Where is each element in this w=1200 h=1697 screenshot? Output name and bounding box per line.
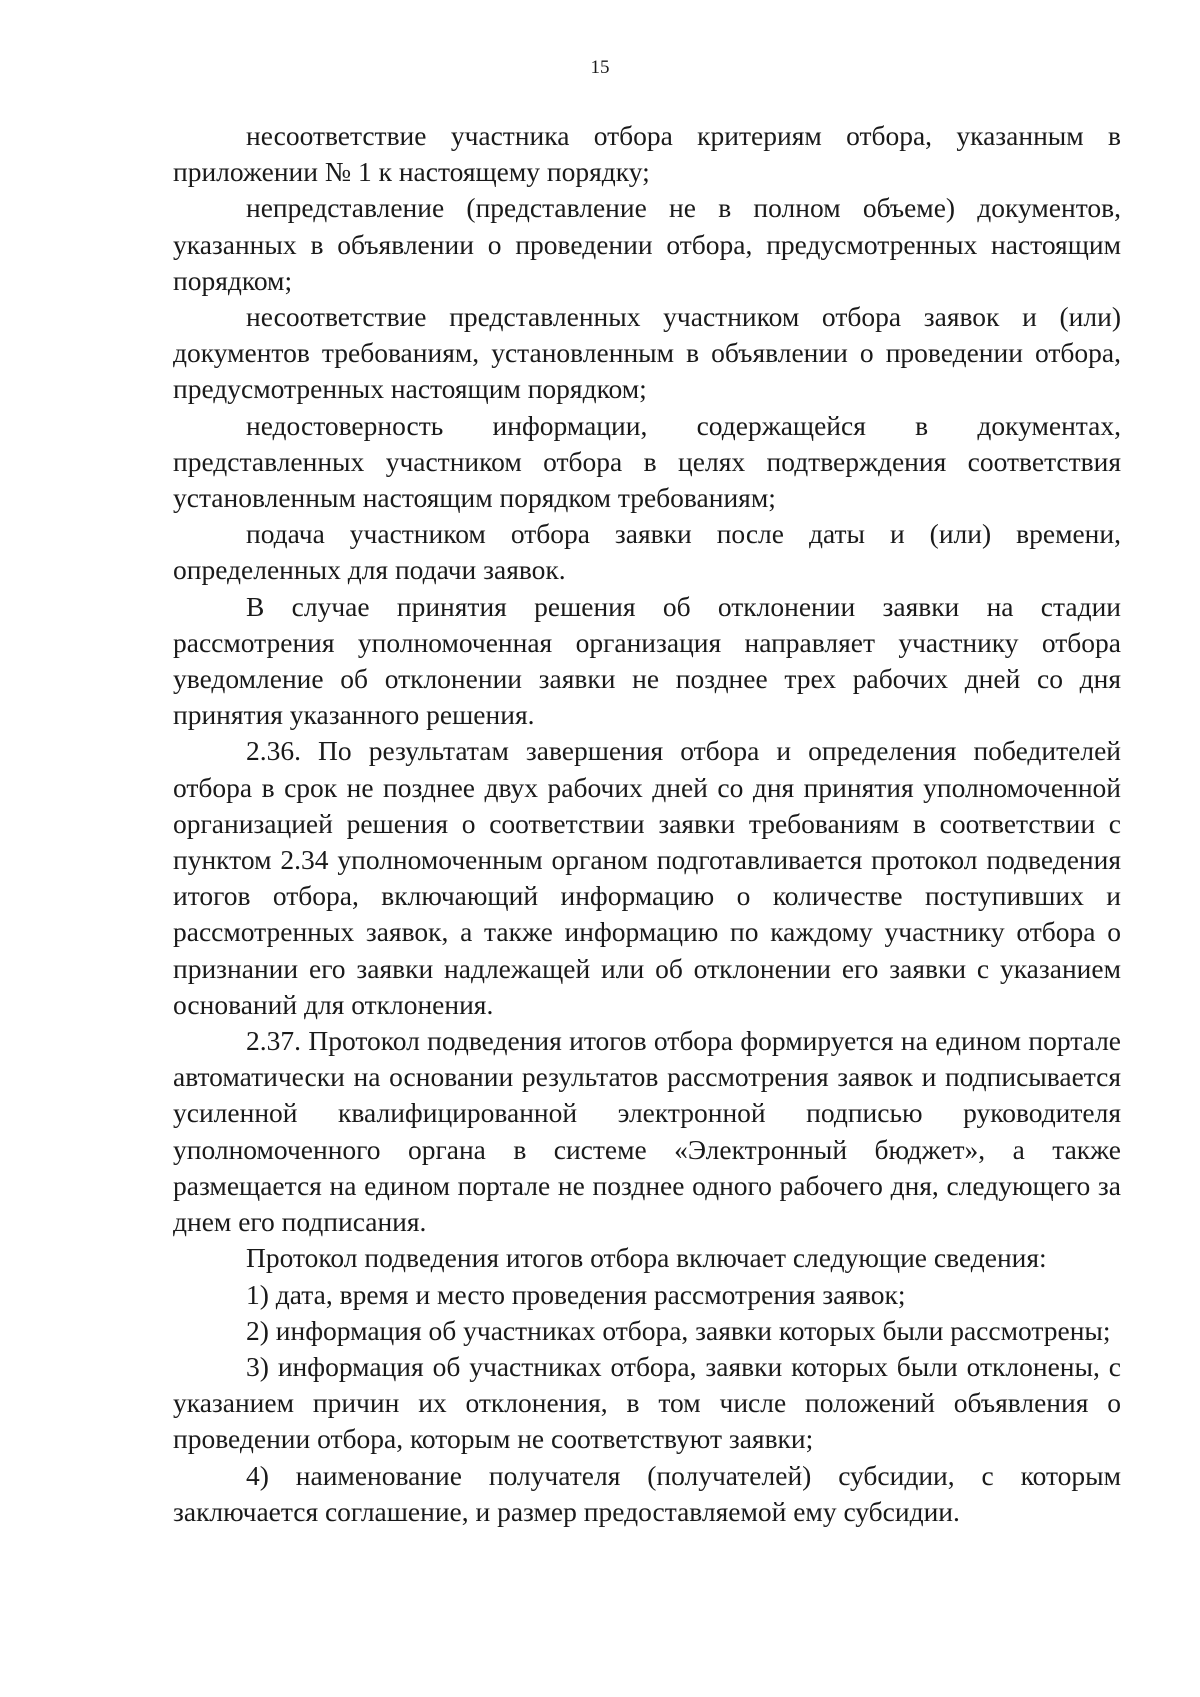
paragraph-unreliable-information: недостоверность информации, содержащейся в документах, представленных участником отбора в целях подтверждения соответствия установленным настоящим порядком требованиям; bbox=[173, 409, 1121, 514]
paragraph-clause-2-37: 2.37. Протокол подведения итогов отбора формируется на едином портале автоматически на основании результатов рассмотрения заявок и подписывается усиленной квалифицированной электронной подписью руководителя уполномоченного органа в системе «Электронный бюджет», а также размещается на едином портале не позднее одного рабочего дня, следующего за днем его подписания. bbox=[173, 1025, 1121, 1238]
paragraph-rejection-notice: В случае принятия решения об отклонении заявки на стадии рассмотрения уполномоченная организация направляет участнику отбора уведомление об отклонении заявки не позднее трех рабочих дней со дня принятия указанного решения. bbox=[173, 590, 1121, 731]
list-item-1: 1) дата, время и место проведения рассмотрения заявок; bbox=[246, 1278, 906, 1310]
paragraph-late-submission: подача участником отбора заявки после даты и (или) времени, определенных для подачи заявок. bbox=[173, 518, 1121, 586]
paragraph-criteria-mismatch: несоответствие участника отбора критериям отбора, указанным в приложении № 1 к настоящему порядку; bbox=[173, 120, 1121, 188]
list-item-4: 4) наименование получателя (получателей) субсидии, с которым заключается соглашение, и размер предоставляемой ему субсидии. bbox=[173, 1459, 1121, 1527]
document-body bbox=[173, 118, 1121, 1530]
paragraph-documents-not-submitted: непредставление (представление не в полном объеме) документов, указанных в объявлении о проведении отбора, предусмотренных настоящим порядком; bbox=[173, 192, 1121, 296]
page-number: 15 bbox=[590, 57, 610, 78]
paragraph-protocol-contents-intro: Протокол подведения итогов отбора включает следующие сведения: bbox=[246, 1242, 1047, 1274]
paragraph-documents-noncompliance: несоответствие представленных участником отбора заявок и (или) документов требованиям, установленным в объявлении о проведении отбора, предусмотренных настоящим порядком; bbox=[173, 301, 1121, 405]
list-item-2: 2) информация об участниках отбора, заявки которых были рассмотрены; bbox=[246, 1314, 1111, 1346]
paragraph-clause-2-36: 2.36. По результатам завершения отбора и определения победителей отбора в срок не позднее двух рабочих дней со дня принятия уполномоченной организацией решения о соответствии заявки требованиям в соответствии с пунктом 2.34 уполномоченным органом подготавливается протокол подведения итогов отбора, включающий информацию о количестве поступивших и рассмотренных заявок, а также информацию по каждому участнику отбора о признании его заявки надлежащей или об отклонении его заявки с указанием оснований для отклонения. bbox=[173, 735, 1121, 1020]
list-item-3: 3) информация об участниках отбора, заявки которых были отклонены, с указанием причин их отклонения, в том числе положений объявления о проведении отбора, которым не соответствуют заявки; bbox=[173, 1350, 1121, 1455]
